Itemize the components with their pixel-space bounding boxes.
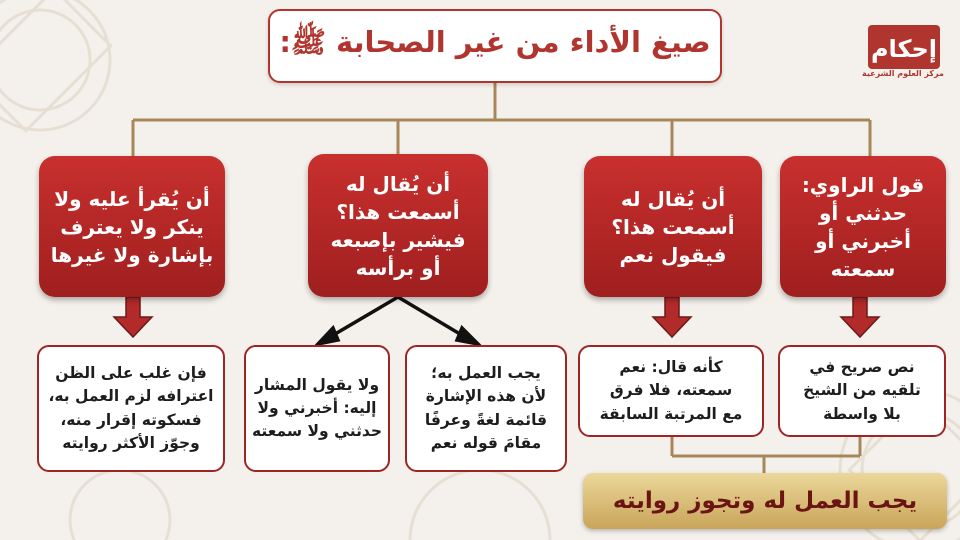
svg-text:إحكام: إحكام [870, 35, 938, 63]
branch-result-3b: ولا يقول المشار إليه: أخبرني ولا حدثني ولا سمعته [244, 345, 390, 472]
branch-result-1: نص صريح في تلقيه من الشيخ بلا واسطة [778, 345, 946, 437]
arrow-down-icon [653, 297, 691, 337]
branch-result-2: كأنه قال: نعم سمعته، فلا فرق مع المرتبة السابقة [578, 345, 764, 437]
arrow-down-icon [841, 297, 879, 337]
arrow-left-icon [318, 328, 338, 344]
page-title: صيغ الأداء من غير الصحابة ﷺ: [268, 9, 722, 83]
arrow-down-icon [114, 297, 152, 337]
logo-subtitle: مركز العلوم الشرعية [862, 69, 944, 78]
branch-heading-4: أن يُقرأ عليه ولا ينكر ولا يعترف بإشارة ولا غيرها [39, 156, 225, 297]
arrow-right-icon [457, 328, 478, 344]
branch-result-4: فإن غلب على الظن اعترافه لزم العمل به، فسكوته إقرار منه، وجوّز الأكثر روايته [37, 345, 225, 472]
conclusion-box: يجب العمل له وتجوز روايته [583, 473, 947, 529]
branch-result-3a: يجب العمل به؛ لأن هذه الإشارة قائمة لغةً وعرفًا مقامَ قوله نعم [405, 345, 567, 472]
logo-icon [866, 23, 942, 91]
branch-heading-3: أن يُقال له أسمعت هذا؟ فيشير بإصبعه أو برأسه [308, 154, 488, 297]
branch-heading-2: أن يُقال له أسمعت هذا؟ فيقول نعم [584, 156, 762, 297]
branch-heading-1: قول الراوي: حدثني أو أخبرني أو سمعته [780, 156, 946, 297]
